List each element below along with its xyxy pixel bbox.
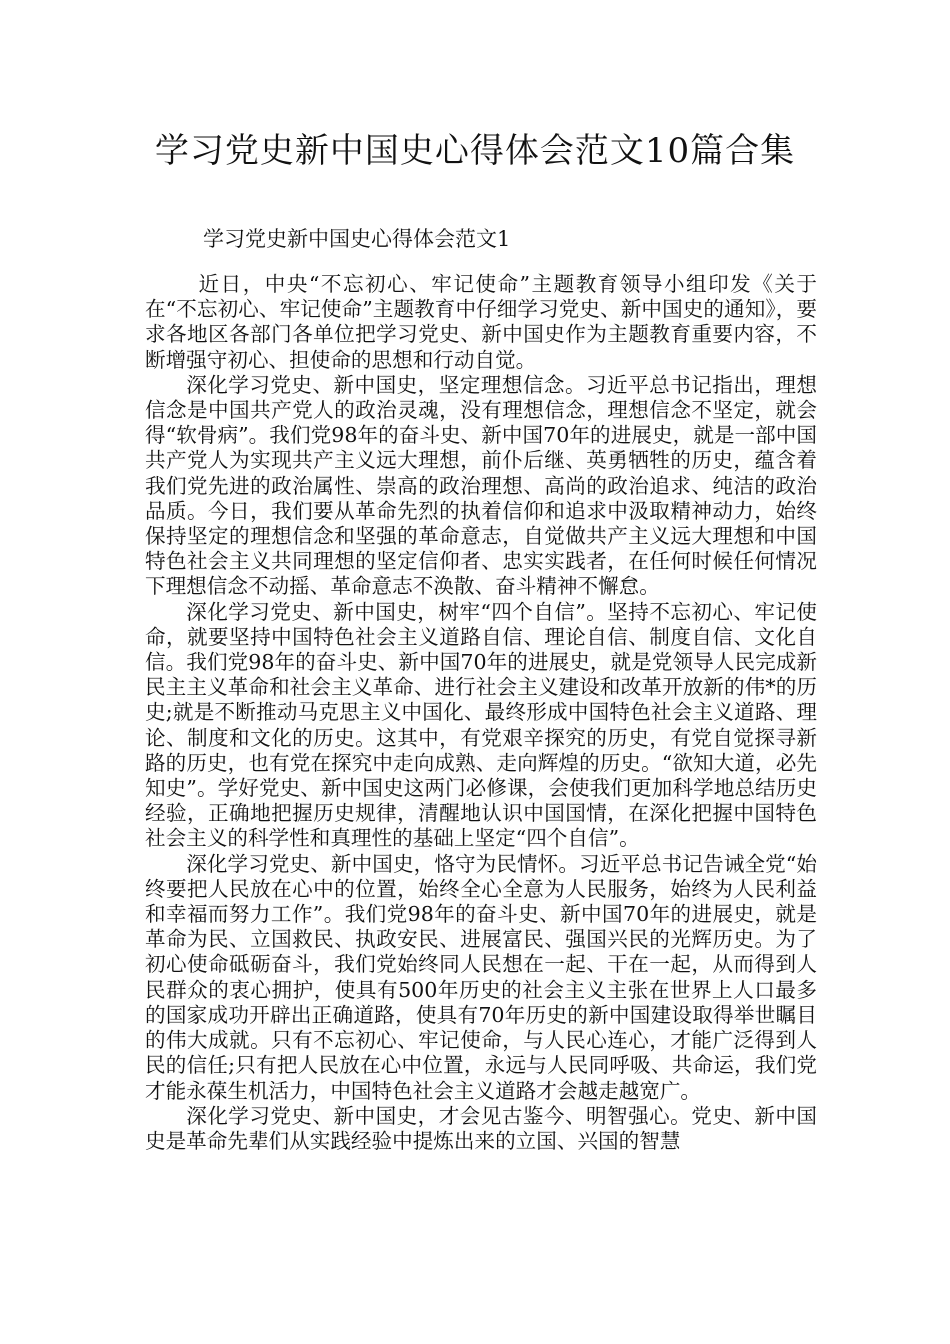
paragraph: 近日，中央“不忘初心、牢记使命”主题教育领导小组印发《关于在“不忘初心、牢记使命”主题教育中仔细学习党史、新中国史的通知》，要求各地区各部门各单位把学习党史、新中国史作为主题教育重要内容，不断增强守初心、担使命的思想和行动自觉。 <box>145 272 817 372</box>
section-heading: 学习党史新中国史心得体会范文1 <box>203 227 511 251</box>
paragraph: 深化学习党史、新中国史，树牢“四个自信”。坚持不忘初心、牢记使命，就要坚持中国特色社会主义道路自信、理论自信、制度自信、文化自信。我们党98年的奋斗史、新中国70年的进展史，就是党领导人民完成新民主主义革命和社会主义革命、进行社会主义建设和改革开放新的伟*的历史;就是不断推动马克思主义中国化、最终形成中国特色社会主义道路、理论、制度和文化的历史。这其中，有党艰辛探究的历史，有党自觉探寻新路的历史，也有党在探究中走向成熟、走向辉煌的历史。“欲知大道，必先知史”。学好党史、新中国史这两门必修课，会使我们更加科学地总结历史经验，正确地把握历史规律，清醒地认识中国国情，在深化把握中国特色社会主义的科学性和真理性的基础上坚定“四个自信”。 <box>145 599 817 851</box>
paragraph: 深化学习党史、新中国史，坚定理想信念。习近平总书记指出，理想信念是中国共产党人的政治灵魂，没有理想信念，理想信念不坚定，就会得“软骨病”。我们党98年的奋斗史、新中国70年的进展史，就是一部中国共产党人为实现共产主义远大理想，前仆后继、英勇牺牲的历史，蕴含着我们党先进的政治属性、崇高的政治理想、高尚的政治追求、纯洁的政治品质。今日，我们要从革命先烈的执着信仰和追求中汲取精神动力，始终保持坚定的理想信念和坚强的革命意志，自觉做共产主义远大理想和中国特色社会主义共同理想的坚定信仰者、忠实实践者，在任何时候任何情况下理想信念不动摇、革命意志不涣散、奋斗精神不懈怠。 <box>145 372 817 599</box>
document-title: 学习党史新中国史心得体会范文10篇合集 <box>154 131 796 171</box>
paragraph: 深化学习党史、新中国史，才会见古鉴今、明智强心。党史、新中国史是革命先辈们从实践经验中提炼出来的立国、兴国的智慧 <box>145 1103 817 1153</box>
document-body <box>145 272 817 1154</box>
paragraph: 深化学习党史、新中国史，恪守为民情怀。习近平总书记告诫全党“始终要把人民放在心中的位置，始终全心全意为人民服务，始终为人民利益和幸福而努力工作”。我们党98年的奋斗史、新中国70年的进展史，就是革命为民、立国救民、执政安民、进展富民、强国兴民的光辉历史。为了初心使命砥砺奋斗，我们党始终同人民想在一起、干在一起，从而得到人民群众的衷心拥护，使具有500年历史的社会主义主张在世界上人口最多的国家成功开辟出正确道路，使具有70年历史的新中国建设取得举世瞩目的伟大成就。只有不忘初心、牢记使命，与人民心连心，才能广泛得到人民的信任;只有把人民放在心中位置，永远与人民同呼吸、共命运，我们党才能永葆生机活力，中国特色社会主义道路才会越走越宽广。 <box>145 851 817 1103</box>
